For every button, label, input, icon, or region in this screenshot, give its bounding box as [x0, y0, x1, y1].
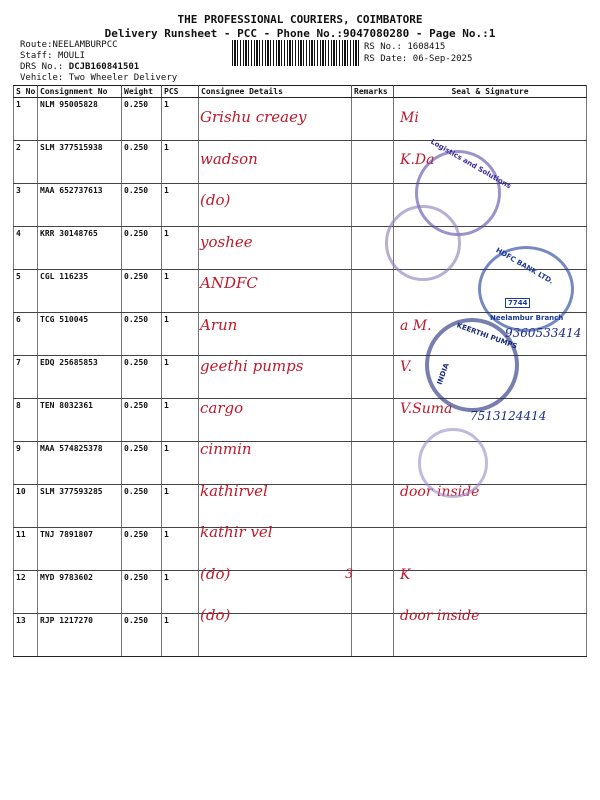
table-row — [14, 528, 587, 571]
cell-sno: 1 — [14, 98, 38, 141]
rs-no-line — [364, 42, 445, 52]
cell-consignment: KRR 30148765 — [38, 227, 122, 270]
cell-consignment: NLM 95005828 — [38, 98, 122, 141]
cell-consignment: SLM 377515938 — [38, 141, 122, 184]
cell-pcs: 1 — [162, 356, 199, 399]
cell-weight: 0.250 — [122, 528, 162, 571]
consignee-handwriting: kathir vel — [200, 523, 273, 541]
cell-remarks — [352, 528, 394, 571]
keerthi-stamp-india: INDIA — [435, 362, 451, 386]
cell-pcs: 1 — [162, 399, 199, 442]
cell-remarks — [352, 184, 394, 227]
cell-consignment: TCG 510045 — [38, 313, 122, 356]
cell-weight: 0.250 — [122, 485, 162, 528]
cell-remarks — [352, 571, 394, 614]
cell-pcs: 1 — [162, 485, 199, 528]
col-header-sno: S No — [14, 86, 38, 98]
logistics-stamp-text: Logistics and Solutions — [429, 137, 513, 191]
drs-value: DCJB160841501 — [68, 62, 140, 72]
cell-sno: 2 — [14, 141, 38, 184]
cell-consignment: SLM 377593285 — [38, 485, 122, 528]
cell-weight: 0.250 — [122, 141, 162, 184]
table-row — [14, 571, 587, 614]
cell-weight: 0.250 — [122, 184, 162, 227]
rs-date-value: 06-Sep-2025 — [412, 54, 473, 64]
table-row — [14, 442, 587, 485]
consignee-handwriting: geethi pumps — [200, 357, 304, 375]
consignee-handwriting: cinmin — [200, 440, 252, 458]
cell-remarks — [352, 442, 394, 485]
col-header-consignee: Consignee Details — [199, 86, 352, 98]
cell-consignment: TNJ 7891807 — [38, 528, 122, 571]
cell-weight: 0.250 — [122, 270, 162, 313]
col-header-consignment: Consignment No — [38, 86, 122, 98]
cell-weight: 0.250 — [122, 614, 162, 657]
cell-remarks — [352, 485, 394, 528]
cell-remarks — [352, 399, 394, 442]
barcode — [232, 40, 360, 66]
cell-consignment: EDQ 25685853 — [38, 356, 122, 399]
cell-pcs: 1 — [162, 614, 199, 657]
cell-sno: 8 — [14, 399, 38, 442]
rs-date-line — [364, 54, 472, 64]
cell-sno: 4 — [14, 227, 38, 270]
consignee-handwriting: cargo — [200, 398, 244, 417]
route-label: Route: — [20, 40, 53, 50]
cell-pcs: 1 — [162, 442, 199, 485]
consignee-handwriting: Arun — [200, 315, 238, 334]
cell-consignment: TEN 8032361 — [38, 399, 122, 442]
keerthi-stamp-text: KEERTHI PUMPS — [455, 321, 519, 351]
cell-sno: 6 — [14, 313, 38, 356]
signature-handwriting: door inside — [400, 608, 480, 624]
cell-sno: 3 — [14, 184, 38, 227]
phone-note-row8: 7513124414 — [470, 408, 547, 423]
cell-weight: 0.250 — [122, 313, 162, 356]
route-line — [20, 40, 118, 50]
cell-signature — [394, 528, 587, 571]
consignee-handwriting: yoshee — [200, 232, 253, 251]
staff-label: Staff: — [20, 51, 53, 61]
cell-pcs: 1 — [162, 141, 199, 184]
col-header-remarks: Remarks — [352, 86, 394, 98]
cell-weight: 0.250 — [122, 399, 162, 442]
cell-sno: 7 — [14, 356, 38, 399]
col-header-pcs: PCS — [162, 86, 199, 98]
cell-remarks — [352, 356, 394, 399]
signature-handwriting: door inside — [400, 483, 480, 500]
cell-pcs: 1 — [162, 528, 199, 571]
consignee-handwriting: (do) — [200, 606, 231, 624]
cell-weight: 0.250 — [122, 571, 162, 614]
cell-signature — [394, 98, 587, 141]
signature-handwriting: K — [400, 566, 411, 583]
consignee-handwriting: (do) — [200, 191, 231, 209]
cell-sno: 5 — [14, 270, 38, 313]
vehicle-value: Two Wheeler Delivery — [68, 73, 178, 83]
table-header-row — [14, 86, 587, 98]
route-value: NEELAMBURPCC — [52, 40, 118, 50]
cell-consignment: MAA 652737613 — [38, 184, 122, 227]
cell-weight: 0.250 — [122, 442, 162, 485]
rs-date-label: RS Date: — [364, 54, 408, 64]
cell-weight: 0.250 — [122, 98, 162, 141]
consignee-handwriting: (do) — [200, 564, 231, 583]
consignee-handwriting: wadson — [200, 149, 258, 168]
cell-sno: 11 — [14, 528, 38, 571]
faint-stamp — [418, 428, 488, 498]
consignee-handwriting: kathirvel — [200, 481, 268, 500]
cell-sno: 10 — [14, 485, 38, 528]
cell-pcs: 1 — [162, 184, 199, 227]
cell-pcs: 1 — [162, 313, 199, 356]
cell-remarks — [352, 313, 394, 356]
runsheet-subtitle: Delivery Runsheet - PCC - Phone No.:9047080280 - Page No.:1 — [104, 27, 496, 40]
staff-value: MOULI — [57, 51, 86, 61]
cell-consignment: RJP 1217270 — [38, 614, 122, 657]
cell-weight: 0.250 — [122, 356, 162, 399]
cell-remarks — [352, 141, 394, 184]
cell-consignment: CGL 116235 — [38, 270, 122, 313]
signature-handwriting: Mi — [400, 110, 419, 126]
signature-handwriting: V.Suma — [400, 400, 453, 417]
consignee-handwriting: ANDFC — [200, 274, 258, 292]
rs-no-label: RS No.: — [364, 42, 402, 52]
round-seal-stamp — [385, 205, 461, 281]
cell-pcs: 1 — [162, 98, 199, 141]
staff-line — [20, 51, 85, 61]
consignee-handwriting: Grishu creaey — [200, 108, 307, 126]
phone-note-row6: 9360533414 — [505, 325, 582, 340]
company-title: THE PROFESSIONAL COURIERS, COIMBATORE — [177, 13, 423, 26]
table-row — [14, 614, 587, 657]
drs-line — [20, 62, 139, 72]
hdfc-stamp-branch: Neelambur Branch — [490, 314, 564, 322]
cell-remarks — [352, 98, 394, 141]
cell-sno: 13 — [14, 614, 38, 657]
cell-sno: 9 — [14, 442, 38, 485]
rs-no-value: 1608415 — [407, 42, 446, 52]
vehicle-line — [20, 73, 177, 83]
vehicle-label: Vehicle: — [20, 73, 64, 83]
cell-sno: 12 — [14, 571, 38, 614]
col-header-signature: Seal & Signature — [394, 86, 587, 98]
cell-pcs: 1 — [162, 270, 199, 313]
cell-weight: 0.250 — [122, 227, 162, 270]
cell-consignment: MYD 9783602 — [38, 571, 122, 614]
cell-remarks — [352, 614, 394, 657]
col-header-weight: Weight — [122, 86, 162, 98]
signature-handwriting: V. — [400, 359, 413, 375]
cell-remarks — [352, 270, 394, 313]
signature-handwriting: a M. — [400, 317, 432, 334]
signature-handwriting: K.Da — [400, 151, 435, 168]
cell-pcs: 1 — [162, 227, 199, 270]
cell-consignment: MAA 574825378 — [38, 442, 122, 485]
hdfc-stamp-text: HDFC BANK LTD. — [494, 246, 555, 286]
hdfc-stamp-code: 7744 — [505, 298, 530, 308]
remarks-handwriting: 3 — [345, 566, 354, 582]
cell-pcs: 1 — [162, 571, 199, 614]
drs-label: DRS No.: — [20, 62, 64, 72]
table-row — [14, 485, 587, 528]
